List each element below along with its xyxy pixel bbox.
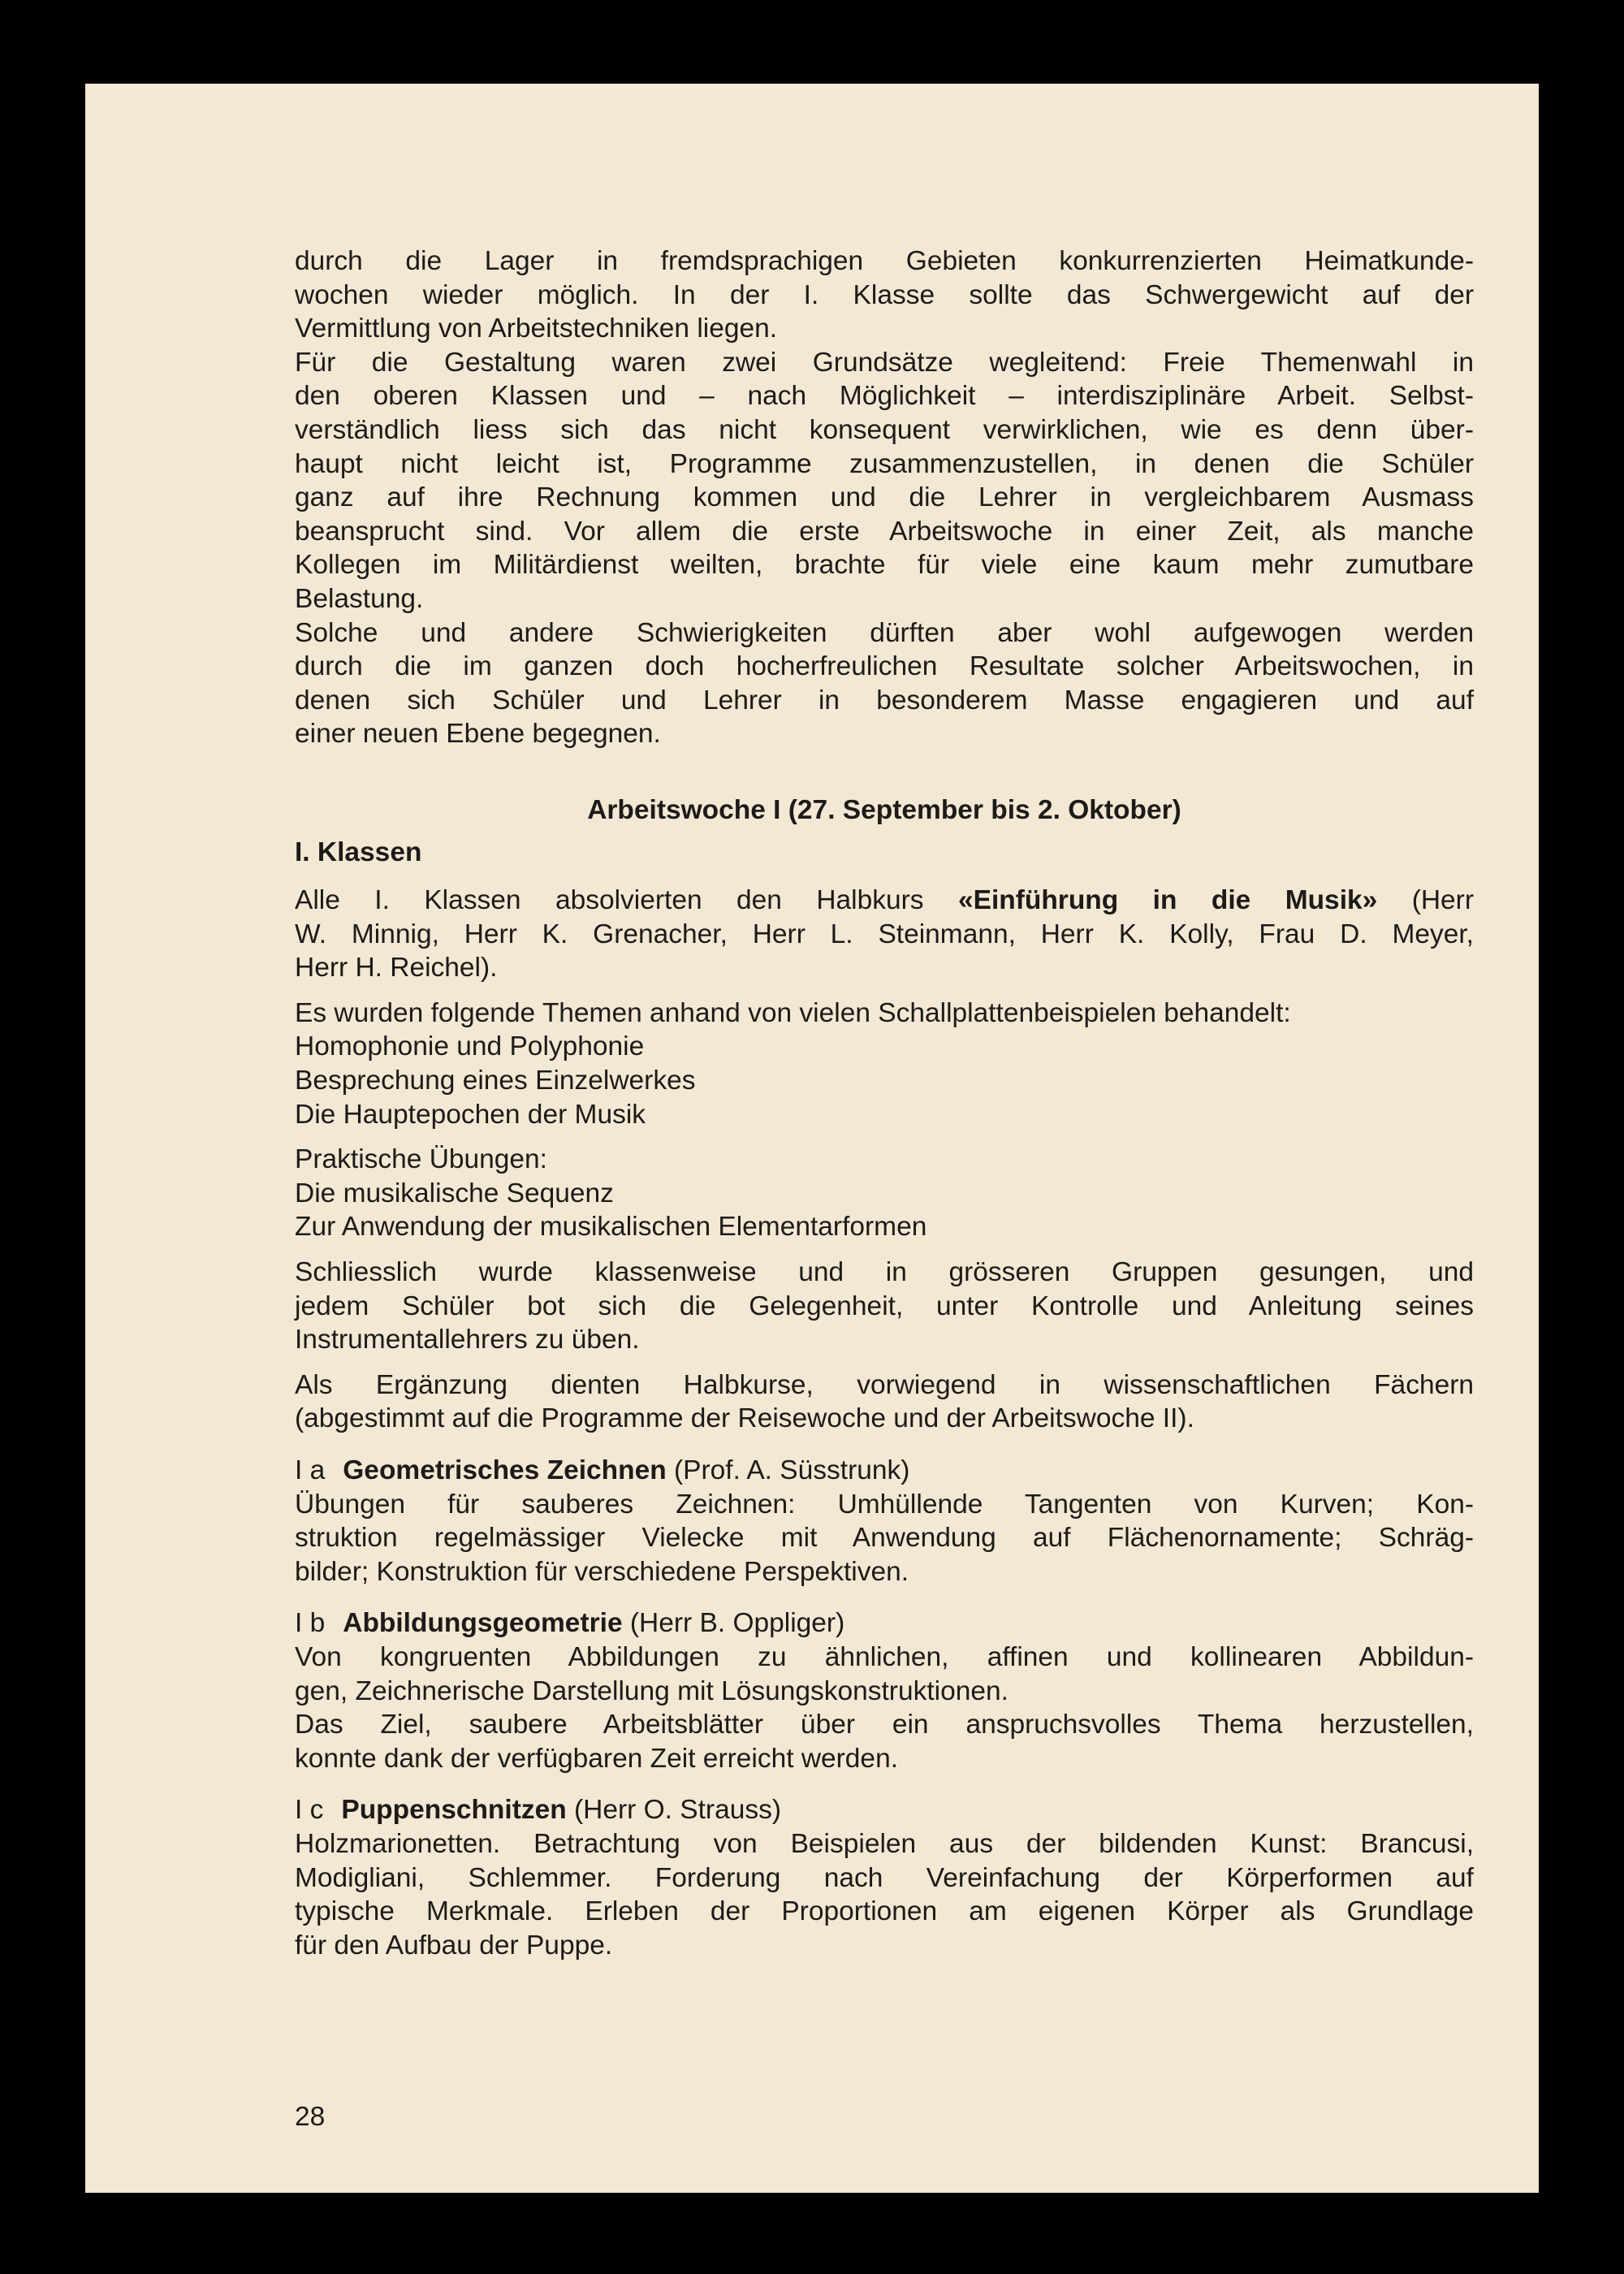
- music-singing: [295, 1256, 1474, 1357]
- text-line: wochen wieder möglich. In der I. Klasse sollte das Schwergewicht auf der: [295, 279, 1474, 310]
- text-line: den oberen Klassen und – nach Möglichkeit – interdisziplinäre Arbeit. Selbst-: [295, 381, 1474, 412]
- text-line: Vermittlung von Arbeitstechniken liegen.: [295, 313, 778, 344]
- text-line: struktion regelmässiger Vielecke mit Anwendung auf Flächenornamente; Schräg-: [295, 1523, 1474, 1554]
- text-line: bilder; Konstruktion für verschiedene Perspektiven.: [295, 1556, 909, 1587]
- page-content: [295, 244, 1474, 1962]
- document-page: [85, 84, 1539, 2193]
- music-practice: [295, 1143, 1474, 1244]
- course-title: Puppenschnitzen: [341, 1795, 567, 1826]
- text-line: Von kongruenten Abbildungen zu ähnlichen, affinen und kollinearen Abbildun-: [295, 1641, 1474, 1672]
- text-line: denen sich Schüler und Lehrer in besonderem Masse engagieren und auf: [295, 685, 1474, 715]
- page-number: 28: [295, 2102, 326, 2132]
- course-label: I c: [295, 1795, 324, 1826]
- course-teacher: (Herr B. Oppliger): [622, 1608, 845, 1639]
- text-run: Alle I. Klassen absolvierten den Halbkurs: [295, 885, 958, 916]
- text-line: Es wurden folgende Themen anhand von vielen Schallplattenbeispielen behandelt:: [295, 997, 1291, 1028]
- text-line: ganz auf ihre Rechnung kommen und die Lehrer in vergleichbarem Ausmass: [295, 482, 1474, 513]
- course-title: Geometrisches Zeichnen: [343, 1455, 667, 1485]
- text-line: haupt nicht leicht ist, Programme zusammenzustellen, in denen die Schüler: [295, 448, 1474, 479]
- text-line: [295, 884, 1474, 918]
- music-course-paragraph: [295, 884, 1474, 985]
- text-line: einer neuen Ebene begegnen.: [295, 719, 661, 750]
- text-line: Schliesslich wurde klassenweise und in grösseren Gruppen gesungen, und: [295, 1257, 1474, 1288]
- text-line: Holzmarionetten. Betrachtung von Beispielen aus der bildenden Kunst: Brancusi,: [295, 1828, 1474, 1859]
- course-label: I b: [295, 1608, 326, 1639]
- text-line: Belastung.: [295, 583, 424, 614]
- text-line: (abgestimmt auf die Programme der Reisewoche und der Arbeitswoche II).: [295, 1403, 1194, 1434]
- text-line: Solche und andere Schwierigkeiten dürften aber wohl aufgewogen werden: [295, 617, 1474, 648]
- text-line: W. Minnig, Herr K. Grenacher, Herr L. Steinmann, Herr K. Kolly, Frau D. Meyer,: [295, 919, 1474, 949]
- list-item: Besprechung eines Einzelwerkes: [295, 1066, 696, 1096]
- text-line: konnte dank der verfügbaren Zeit erreicht werden.: [295, 1743, 899, 1774]
- course-ia: [295, 1454, 1474, 1589]
- text-line: Kollegen im Militärdienst weilten, brachte für viele eine kaum mehr zumutbare: [295, 550, 1474, 581]
- text-line: beansprucht sind. Vor allem die erste Arbeitswoche in einer Zeit, als manche: [295, 516, 1474, 547]
- text-line: Praktische Übungen:: [295, 1144, 547, 1175]
- section-heading: Arbeitswoche I (27. September bis 2. Oktober): [587, 794, 1181, 825]
- music-supplement: [295, 1368, 1474, 1436]
- text-line: Modigliani, Schlemmer. Forderung nach Vereinfachung der Körperformen auf: [295, 1862, 1474, 1893]
- list-item: Die musikalische Sequenz: [295, 1178, 614, 1208]
- course-ic: [295, 1793, 1474, 1962]
- text-line: gen, Zeichnerische Darstellung mit Lösungskonstruktionen.: [295, 1675, 1009, 1706]
- course-teacher: (Herr O. Strauss): [566, 1795, 782, 1826]
- text-line: Als Ergänzung dienten Halbkurse, vorwiegend in wissenschaftlichen Fächern: [295, 1369, 1474, 1400]
- course-heading: [295, 1606, 1474, 1641]
- text-run: (Herr: [1377, 885, 1474, 916]
- text-line: Für die Gestaltung waren zwei Grundsätze wegleitend: Freie Themenwahl in: [295, 347, 1474, 378]
- text-line: Herr H. Reichel).: [295, 953, 498, 984]
- list-item: Die Hauptepochen der Musik: [295, 1099, 646, 1130]
- music-topics: [295, 996, 1474, 1131]
- text-line: für den Aufbau der Puppe.: [295, 1930, 613, 1961]
- text-line: verständlich liess sich das nicht konsequent verwirklichen, wie es denn über-: [295, 414, 1474, 445]
- intro-paragraph-3: [295, 616, 1474, 751]
- course-ib: [295, 1606, 1474, 1775]
- subheading: I. Klassen: [295, 837, 422, 867]
- intro-paragraph-1: [295, 244, 1474, 346]
- course-title: Abbildungsgeometrie: [343, 1608, 623, 1639]
- text-line: Übungen für sauberes Zeichnen: Umhüllende Tangenten von Kurven; Kon-: [295, 1489, 1474, 1520]
- text-line: Instrumentallehrers zu üben.: [295, 1325, 640, 1355]
- text-line: typische Merkmale. Erleben der Proportionen am eigenen Körper als Grundlage: [295, 1896, 1474, 1927]
- text-line: durch die im ganzen doch hocherfreulichen Resultate solcher Arbeitswochen, in: [295, 651, 1474, 682]
- course-title-music: «Einführung in die Musik»: [957, 885, 1378, 916]
- text-line: durch die Lager in fremdsprachigen Gebieten konkurrenzierten Heimatkunde-: [295, 246, 1474, 276]
- list-item: Zur Anwendung der musikalischen Elementarformen: [295, 1212, 927, 1243]
- list-item: Homophonie und Polyphonie: [295, 1031, 645, 1062]
- text-line: Das Ziel, saubere Arbeitsblätter über ein anspruchsvolles Thema herzustellen,: [295, 1710, 1474, 1740]
- course-teacher: (Prof. A. Süsstrunk): [666, 1455, 910, 1485]
- intro-paragraph-2: [295, 346, 1474, 616]
- course-heading: [295, 1454, 1474, 1488]
- course-label: I a: [295, 1455, 326, 1485]
- course-heading: [295, 1793, 1474, 1827]
- text-line: jedem Schüler bot sich die Gelegenheit, unter Kontrolle und Anleitung seines: [295, 1290, 1474, 1321]
